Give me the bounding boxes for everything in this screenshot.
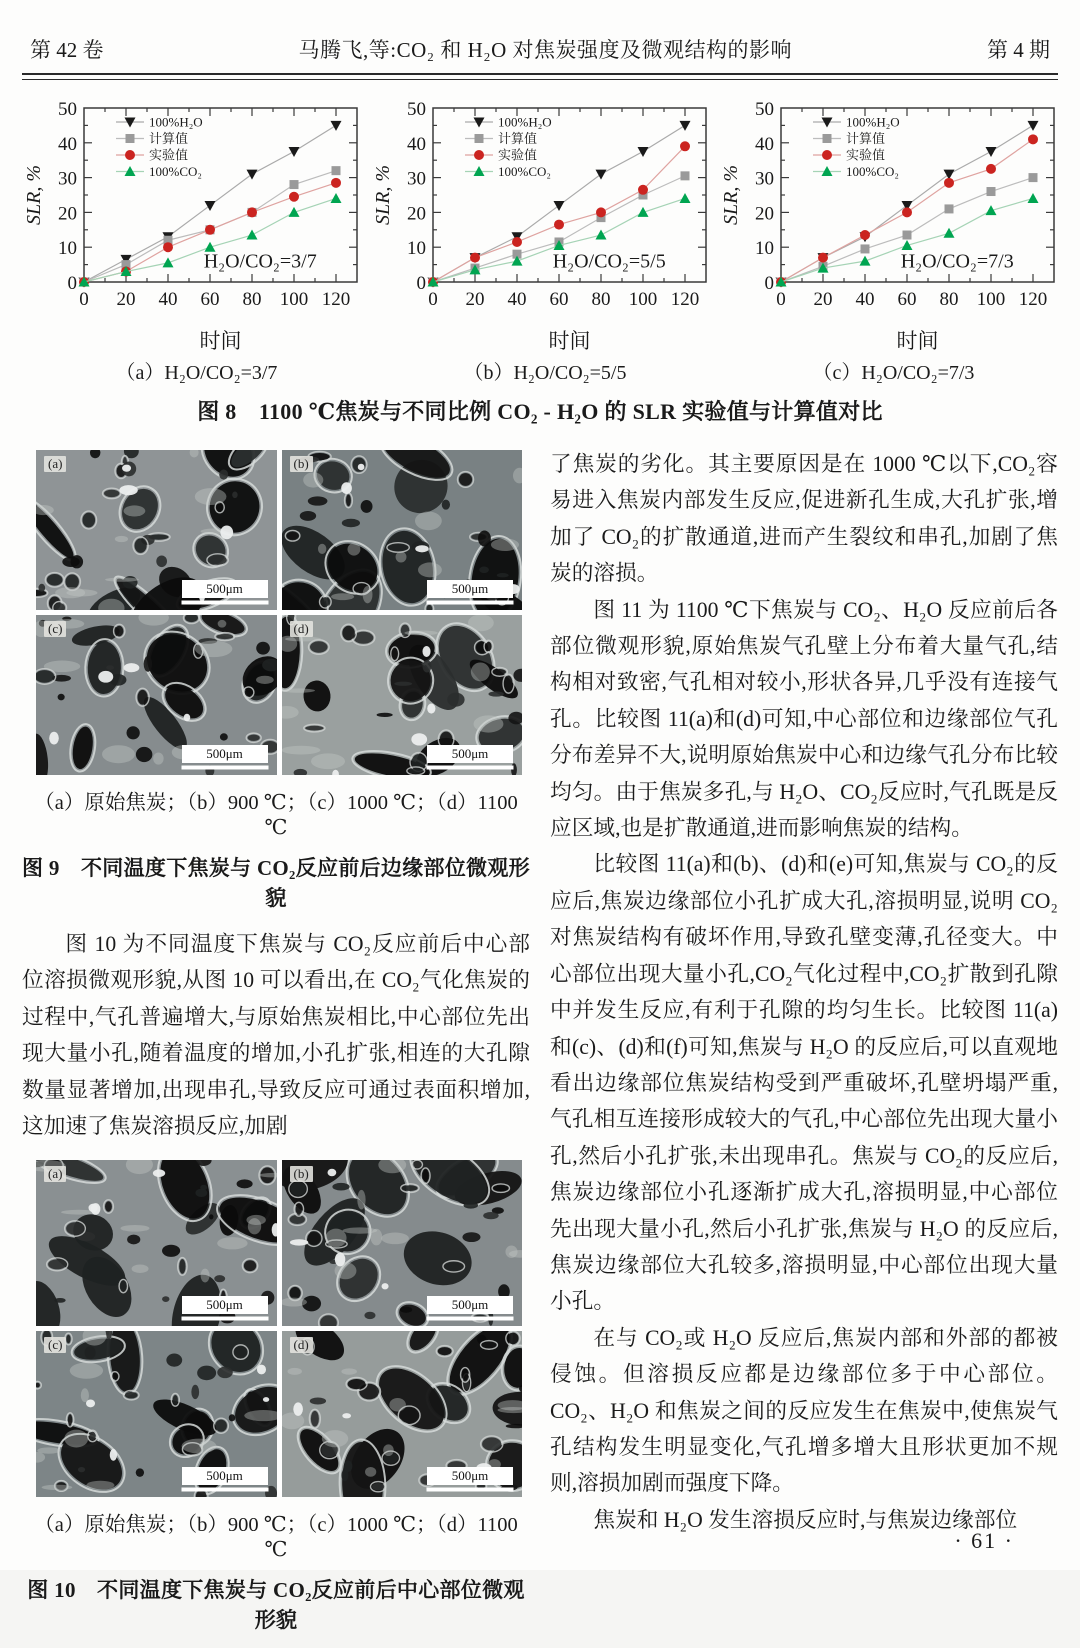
- svg-text:计算值: 计算值: [846, 131, 886, 146]
- running-title: 马腾飞,等:CO₂ 和 H₂O 对焦炭强度及微观结构的影响: [298, 38, 792, 62]
- scale-bar: 500μm: [427, 1467, 513, 1491]
- svg-text:10: 10: [406, 238, 426, 260]
- svg-text:40: 40: [158, 289, 178, 310]
- svg-text:100: 100: [279, 289, 309, 310]
- svg-text:时间: 时间: [199, 329, 242, 353]
- panel-label: (b): [290, 1166, 313, 1182]
- figure9-subcaption: （a）原始焦炭；（b）900 ℃；（c）1000 ℃；（d）1100 ℃: [34, 792, 518, 839]
- panel-label: (c): [44, 621, 66, 637]
- svg-text:20: 20: [58, 203, 77, 225]
- svg-text:实验值: 实验值: [149, 147, 189, 163]
- svg-text:40: 40: [855, 289, 875, 310]
- svg-text:20: 20: [813, 289, 833, 310]
- figure10-sem-panel-a: [36, 1160, 277, 1326]
- figure10-sem-panel-d: [282, 1331, 523, 1497]
- svg-text:实验值: 实验值: [497, 147, 537, 163]
- figure10-subcaption: （a）原始焦炭；（b）900 ℃；（c）1000 ℃；（d）1100 ℃: [34, 1514, 518, 1562]
- svg-text:20: 20: [406, 203, 426, 225]
- svg-text:80: 80: [939, 289, 959, 310]
- scale-bar: 500μm: [427, 580, 513, 604]
- svg-text:100%CO₂: 100%CO₂: [149, 164, 202, 179]
- slr-chart-c: [721, 98, 1066, 356]
- panel-label: (a): [44, 456, 66, 472]
- page-number: · 61 ·: [954, 1528, 1014, 1553]
- right-paragraph: 比较图 11(a)和(b)、(d)和(e)可知,焦炭与 CO₂的反应后,焦炭边缘部位小孔扩成大孔,溶损明显,说明 CO₂对焦炭结构有破坏作用,导致孔壁变薄,孔径变大。中心部位出现大量小孔,CO₂气化过程中,CO₂扩散到孔隙中并发生反应,有利于孔隙的均匀生长。比较图 11(a)和(c)、(d)和(f)可知,焦炭与 H₂O 的反应后,可以直观地看出边缘部位焦炭结构受到严重破坏,孔壁坍塌严重,气孔相互连接形成较大的气孔,中心部位先出现大量小孔,然后小孔扩张,未出现串孔。焦炭与 CO₂的反应后,焦炭边缘部位小孔逐渐扩成大孔,溶损明显,中心部位先出现大量小孔,然后小孔扩张,焦炭与 H₂O 的反应后,焦炭边缘部位大孔较多,溶损明显,中心部位出现大量小孔。: [550, 852, 1058, 1314]
- svg-text:100: 100: [976, 289, 1006, 310]
- issue-label: 第 4 期: [986, 38, 1050, 62]
- svg-text:0: 0: [764, 273, 774, 294]
- svg-text:100%H₂O: 100%H₂O: [497, 114, 552, 130]
- svg-text:H₂O/CO₂=5/5: H₂O/CO₂=5/5: [552, 250, 666, 273]
- figure8-chart-a: [24, 98, 369, 385]
- svg-text:10: 10: [58, 238, 77, 260]
- panel-label: (d): [290, 1337, 313, 1353]
- right-paragraph: 图 11 为 1100 ℃下焦炭与 CO₂、H₂O 反应前后各部位微观形貌,原始焦炭气孔壁上分布着大量气孔,结构相对致密,气孔相对较小,形状各异,几乎没有连接气孔。比较图 11(a)和(d)可知,中心部位和边缘部位气孔分布差异不大,说明原始焦炭中心和边缘气孔分布比较均匀。由于焦炭多孔,与 H₂O、CO₂反应时,气孔既是反应区域,也是扩散通道,进而影响焦炭的结构。: [550, 597, 1058, 841]
- figure8-charts-row: [0, 80, 1080, 385]
- svg-text:0: 0: [67, 273, 77, 294]
- figure8-chart-b: [373, 98, 718, 385]
- svg-text:120: 120: [321, 289, 351, 310]
- slr-chart-b: [373, 98, 718, 356]
- svg-text:50: 50: [58, 99, 77, 120]
- right-column: [550, 446, 1058, 1648]
- svg-text:30: 30: [755, 168, 774, 190]
- svg-text:50: 50: [406, 99, 426, 120]
- svg-text:80: 80: [591, 289, 610, 310]
- svg-text:100%H₂O: 100%H₂O: [149, 114, 203, 130]
- figure9-sem-panel-b: [282, 450, 523, 610]
- svg-text:时间: 时间: [896, 329, 939, 353]
- svg-text:80: 80: [242, 289, 262, 310]
- svg-text:30: 30: [406, 168, 426, 190]
- scale-bar: 500μm: [427, 745, 513, 769]
- svg-text:0: 0: [79, 289, 89, 310]
- figure10-image-grid: [36, 1160, 522, 1497]
- svg-text:0: 0: [416, 273, 426, 294]
- svg-text:60: 60: [549, 289, 568, 310]
- svg-text:计算值: 计算值: [149, 131, 189, 146]
- scale-bar: 500μm: [182, 745, 268, 769]
- chart-c-subcaption: （c）H₂O/CO₂=7/3: [812, 362, 975, 384]
- scale-bar: 500μm: [182, 580, 268, 604]
- figure8-caption: 图 8 1100 ℃焦炭与不同比例 CO₂ - H₂O 的 SLR 实验值与计算值对比: [197, 399, 883, 424]
- volume-label: 第 42 卷: [30, 38, 104, 62]
- figure9-sem-panel-d: [282, 615, 523, 775]
- body-columns: [0, 426, 1080, 1648]
- left-paragraph: 图 10 为不同温度下焦炭与 CO₂反应前后中心部位溶损微观形貌,从图 10 可以看出,在 CO₂气化焦炭的过程中,气孔普遍增大,与原始焦炭相比,中心部位先出现大量小孔,随着温度的增加,小孔扩张,相连的大孔隙数量显著增加,出现串孔,导致反应可通过表面积增加,这加速了焦炭溶损反应,加剧: [22, 932, 530, 1139]
- figure8-chart-c: [721, 98, 1066, 385]
- chart-a-subcaption: （a）H₂O/CO₂=3/7: [115, 362, 278, 384]
- svg-text:0: 0: [776, 289, 786, 310]
- svg-text:时间: 时间: [548, 329, 590, 353]
- panel-label: (d): [290, 621, 313, 637]
- header-rule: [22, 73, 1058, 80]
- svg-text:SLR, %: SLR, %: [24, 165, 45, 225]
- svg-text:20: 20: [465, 289, 484, 310]
- svg-text:100%CO₂: 100%CO₂: [497, 164, 551, 179]
- svg-text:60: 60: [897, 289, 917, 310]
- right-paragraph: 在与 CO₂或 H₂O 反应后,焦炭内部和外部的都被侵蚀。但溶损反应都是边缘部位多于中心部位。CO₂、H₂O 和焦炭之间的反应发生在焦炭中,使焦炭气孔结构发生明显变化,气孔增多增大且形状更加不规则,溶损加剧而强度下降。: [550, 1325, 1058, 1496]
- svg-text:H₂O/CO₂=7/3: H₂O/CO₂=7/3: [900, 250, 1014, 273]
- left-column: [22, 446, 530, 1648]
- right-paragraph: 焦炭和 H₂O 发生溶损反应时,与焦炭边缘部位: [593, 1507, 1018, 1532]
- figure9-title: 图 9 不同温度下焦炭与 CO₂反应前后边缘部位微观形貌: [22, 856, 530, 910]
- svg-text:30: 30: [58, 168, 77, 190]
- svg-text:50: 50: [755, 99, 774, 120]
- svg-text:SLR, %: SLR, %: [721, 165, 742, 225]
- svg-text:120: 120: [1018, 289, 1048, 310]
- scale-bar: 500μm: [182, 1296, 268, 1320]
- figure9-image-grid: [36, 450, 522, 775]
- svg-text:100: 100: [628, 289, 657, 310]
- figure10-sem-panel-b: [282, 1160, 523, 1326]
- svg-text:20: 20: [116, 289, 136, 310]
- panel-label: (a): [44, 1166, 66, 1182]
- figure10-title: 图 10 不同温度下焦炭与 CO₂反应前后中心部位微观形貌: [27, 1578, 525, 1633]
- svg-text:40: 40: [507, 289, 526, 310]
- svg-text:60: 60: [200, 289, 220, 310]
- slr-chart-a: [24, 98, 369, 356]
- scale-bar: 500μm: [427, 1296, 513, 1320]
- svg-text:100%CO₂: 100%CO₂: [846, 164, 899, 179]
- svg-text:40: 40: [755, 133, 774, 155]
- figure9-sem-panel-c: [36, 615, 277, 775]
- svg-text:20: 20: [755, 203, 774, 225]
- svg-text:0: 0: [427, 289, 438, 310]
- svg-text:100%H₂O: 100%H₂O: [846, 114, 900, 130]
- right-paragraph: 了焦炭的劣化。其主要原因是在 1000 ℃以下,CO₂容易进入焦炭内部发生反应,促进新孔生成,大孔扩张,增加了 CO₂的扩散通道,进而产生裂纹和串孔,加剧了焦炭的溶损。: [550, 452, 1058, 586]
- chart-b-subcaption: （b）H₂O/CO₂=5/5: [463, 362, 627, 384]
- panel-label: (b): [290, 456, 313, 472]
- panel-label: (c): [44, 1337, 66, 1353]
- svg-text:40: 40: [406, 133, 426, 155]
- svg-text:40: 40: [58, 133, 77, 155]
- svg-text:10: 10: [755, 238, 774, 260]
- svg-text:实验值: 实验值: [846, 147, 886, 163]
- svg-text:SLR, %: SLR, %: [372, 165, 394, 225]
- scale-bar: 500μm: [182, 1467, 268, 1491]
- page-header: [0, 0, 1080, 64]
- figure9-sem-panel-a: [36, 450, 277, 610]
- svg-text:120: 120: [670, 289, 699, 310]
- svg-text:计算值: 计算值: [497, 131, 537, 146]
- figure10-sem-panel-c: [36, 1331, 277, 1497]
- svg-text:H₂O/CO₂=3/7: H₂O/CO₂=3/7: [203, 250, 317, 273]
